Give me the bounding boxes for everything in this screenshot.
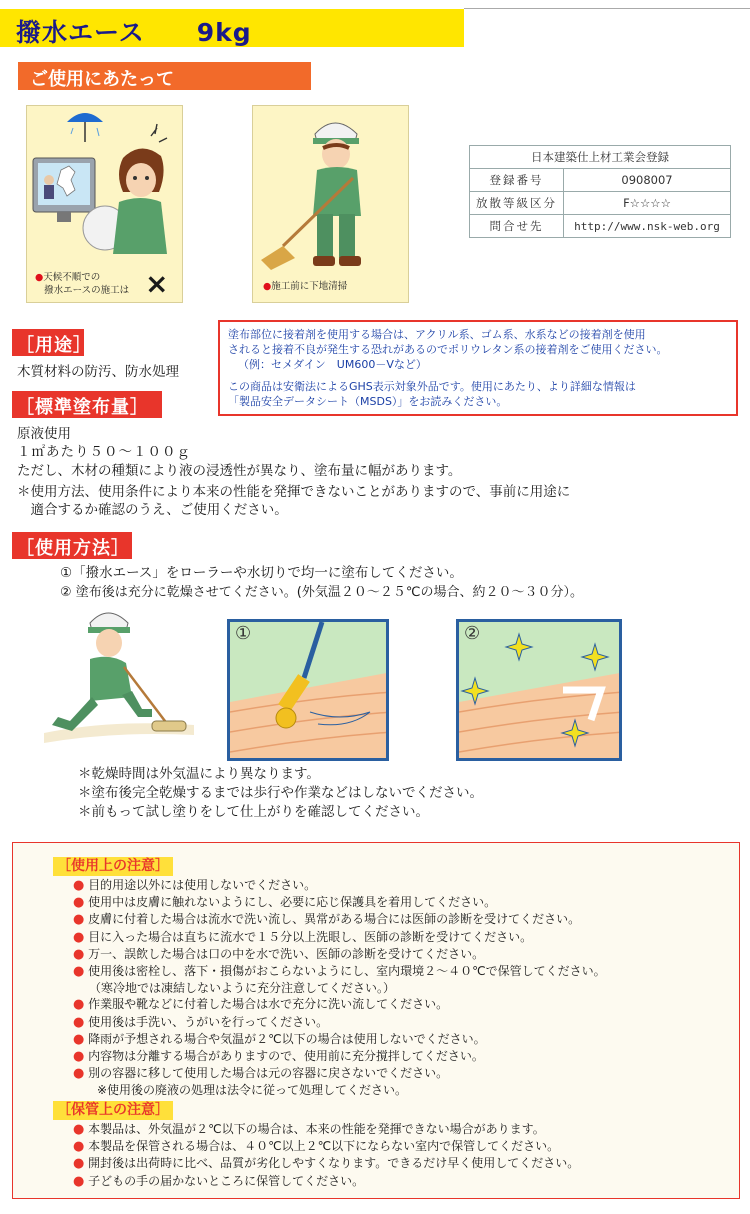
registration-value: F☆☆☆☆ (564, 192, 731, 215)
prohibited-mark-icon: × (145, 267, 169, 300)
purpose-text: 木質材料の防汚、防水処理 (17, 364, 179, 380)
list-item: ● 皮膚に付着した場合は流水で洗い流し、異常がある場合には医師の診断を受けてください。 (73, 912, 581, 928)
coverage-line: ＊使用方法、使用条件により本来の性能を発揮できないことがありますので、事前に用途に (17, 484, 571, 500)
notice-line: 塗布部位に接着剤を使用する場合は、アクリル系、ゴム系、水系などの接着剤を使用 (228, 328, 646, 341)
coverage-line: 適合するか確認のうえ、ご使用ください。 (17, 502, 288, 518)
roller-floor-illustration (230, 622, 389, 761)
page-title: 撥水エース 9kg (16, 18, 252, 47)
step2-panel (456, 619, 622, 761)
step1-label: ① (235, 623, 252, 644)
registration-label: 問合せ先 (470, 215, 564, 238)
table-row (470, 215, 731, 238)
disposal-note: ※使用後の廃液の処理は法令に従って処理してください。 (97, 1083, 408, 1098)
usage-banner: ご使用にあたって (18, 62, 311, 90)
bad-weather-caption: ●天候不順での 撥水エースの施工は (35, 272, 130, 296)
method-note: ＊前もって試し塗りをして仕上がりを確認してください。 (78, 804, 429, 820)
top-rule (464, 8, 750, 9)
cold-note: （寒冷地では凍結しないように充分注意してください。） (89, 981, 396, 996)
list-item: ● 降雨が予想される場合や気温が２℃以下の場合は使用しないでください。 (73, 1031, 486, 1047)
list-item: ● 使用後は密栓し、落下・損傷がおこらないようにし、室内環境２～４０℃で保管してください。 (73, 964, 606, 980)
table-row (470, 169, 731, 192)
roller-worker-illustration (40, 605, 210, 745)
purpose-heading: ［用途］ (12, 329, 84, 356)
illustration-sweeping (252, 105, 409, 303)
method-step: ①「撥水エース」をローラーや水切りで均一に塗布してください。 (60, 565, 463, 581)
list-item: ● 別の容器に移して使用した場合は元の容器に戻さないでください。 (73, 1066, 449, 1082)
storage-caution-list (73, 1121, 579, 1190)
use-caution-list (73, 877, 606, 1099)
list-item: ● 開封後は出荷時に比べ、品質が劣化しやすくなります。できるだけ早く使用してください。 (73, 1156, 580, 1172)
registration-label: 登録番号 (470, 169, 564, 192)
method-note: ＊塗布後完全乾燥するまでは歩行や作業などはしないでください。 (78, 785, 483, 801)
notice-line: 「製品安全データシート（MSDS）」をお読みください。 (228, 395, 508, 408)
step1-panel (227, 619, 389, 761)
list-item: ● 使用後は手洗い、うがいを行ってください。 (73, 1014, 329, 1030)
caution-box (12, 842, 740, 1199)
coverage-line: １㎡あたり５０～１００ｇ (17, 444, 191, 460)
coverage-line: ただし、木材の種類により液の浸透性が異なり、塗布量に幅があります。 (17, 463, 462, 479)
notice-line: この商品は安衛法によるGHS表示対象外品です。使用にあたり、より詳細な情報は (228, 380, 636, 393)
list-item: ● 目的用途以外には使用しないでください。 (73, 878, 317, 893)
list-item: ● 使用中は皮膚に触れないようにし、必要に応じ保護具を着用してください。 (73, 895, 497, 911)
method-note: ＊乾燥時間は外気温により異なります。 (78, 766, 320, 782)
registration-url[interactable]: http://www.nsk-web.org (564, 215, 731, 238)
notice-line: （例：セメダイン UM600－Vなど） (238, 358, 427, 371)
illustration-bad-weather (26, 105, 183, 303)
list-item: ● 作業服や靴などに付着した場合は水で充分に洗い流してください。 (73, 997, 449, 1013)
notice-line: されると接着不良が発生する恐れがあるのでポリウレタン系の接着剤をご使用ください。 (228, 343, 668, 356)
table-row (470, 192, 731, 215)
use-caution-heading: ［使用上の注意］ (53, 857, 173, 876)
sweeping-worker-illustration (253, 106, 410, 276)
registration-table (469, 145, 731, 238)
registration-value: 0908007 (564, 169, 731, 192)
coverage-heading: ［標準塗布量］ (12, 391, 162, 418)
adhesive-notice-box (218, 320, 738, 416)
list-item: ● 目に入った場合は直ちに流水で１５分以上洗眼し、医師の診断を受けてください。 (73, 929, 533, 945)
dry-floor-illustration (459, 622, 622, 761)
bad-weather-illustration (27, 106, 184, 266)
table-row (470, 146, 731, 169)
list-item: ● 本製品を保管される場合は、４０℃以上２℃以下にならない室内で保管してください。 (73, 1139, 560, 1155)
list-item: ● 子どもの手の届かないところに保管してください。 (73, 1173, 365, 1189)
storage-caution-heading: ［保管上の注意］ (53, 1101, 173, 1120)
method-step: ② 塗布後は充分に乾燥させてください。(外気温２０～２５℃の場合、約２０～３０分）。 (60, 585, 583, 600)
registration-label: 放散等級区分 (470, 192, 564, 215)
method-heading: ［使用方法］ (12, 532, 132, 559)
list-item: ● 内容物は分離する場合がありますので、使用前に充分撹拌してください。 (73, 1049, 484, 1065)
coverage-line: 原液使用 (17, 426, 71, 442)
step2-label: ② (464, 623, 481, 644)
list-item: ● 本製品は、外気温が２℃以下の場合は、本来の性能を発揮できない場合があります。 (73, 1122, 545, 1137)
sweeping-caption: ●施工前に下地清掃 (263, 281, 348, 292)
list-item: ● 万一、誤飲した場合は口の中を水で洗い、医師の診断を受けてください。 (73, 946, 485, 962)
registration-header: 日本建築仕上材工業会登録 (470, 146, 731, 169)
